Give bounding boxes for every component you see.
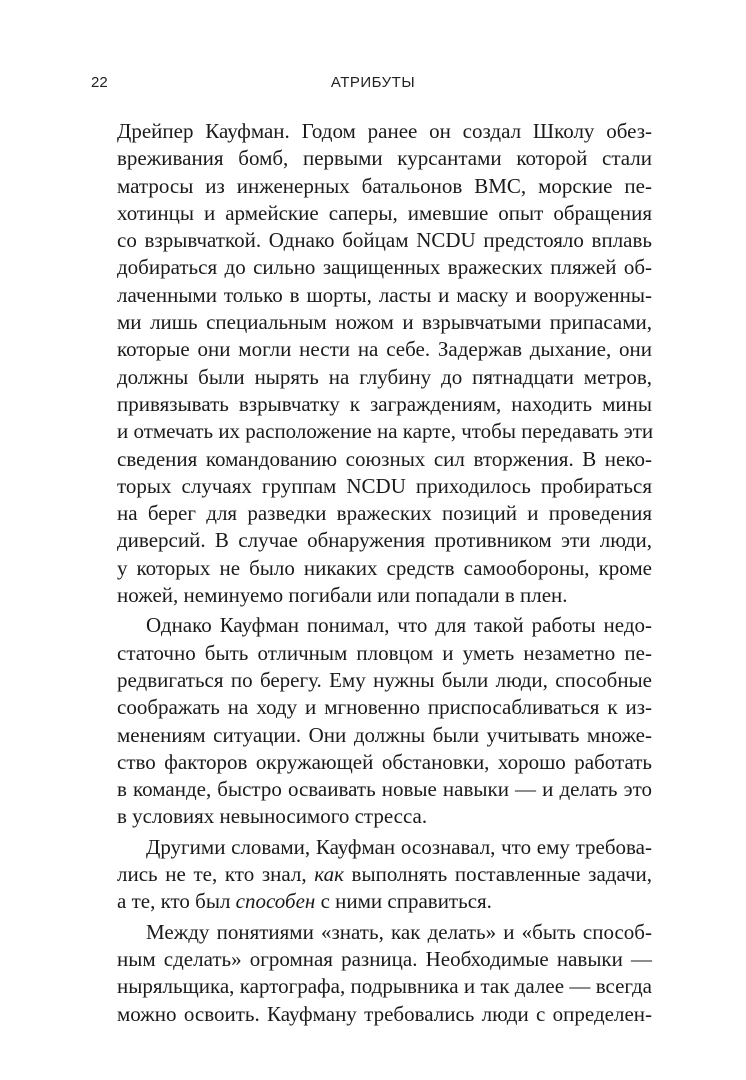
text-line: привязывать взрывчатку к заграждениям, находить мины (117, 391, 652, 416)
text-line: статочно быть отличным пловцом и уметь незаметно пе- (117, 640, 652, 665)
text-line: сведения командованию союзных сил вторжения. В неко- (117, 446, 652, 471)
body-text (117, 118, 652, 1028)
text-line: добираться до сильно защищенных вражеских пляжей об- (117, 255, 652, 280)
text-line: на берег для разведки вражеских позиций и проведения (117, 501, 652, 526)
text-line: лаченными только в шорты, ласты и маску и вооруженны- (117, 282, 652, 307)
paragraph-first-line: Однако Кауфман понимал, что для такой работы недо- (146, 613, 652, 638)
text-line: соображать на ходу и мгновенно приспосабливаться к из- (117, 695, 652, 720)
text-line: хотинцы и армейские саперы, имевшие опыт обращения (117, 200, 652, 225)
text-line: вреживания бомб, первыми курсантами которой стали (117, 146, 652, 171)
text-line: со взрывчаткой. Однако бойцам NCDU предстояло вплавь (117, 228, 652, 253)
text-line: торых случаях группам NCDU приходилось пробираться (117, 473, 652, 498)
text-line: ножей, неминуемо погибали или попадали в плен. (117, 583, 568, 608)
paragraph-first-line: Другими словами, Кауфман осознавал, что ему требова- (146, 834, 652, 859)
page-number: 22 (91, 74, 108, 91)
text-line: редвигаться по берегу. Ему нужны были люди, способные (117, 667, 652, 692)
text-line: менениям ситуации. Они должны были учитывать множе- (117, 722, 652, 747)
text-line: Дрейпер Кауфман. Годом ранее он создал Школу обез- (117, 119, 652, 143)
text-line: можно освоить. Кауфману требовались люди с определен- (117, 1001, 652, 1026)
running-title: АТРИБУТЫ (330, 74, 416, 91)
text-line: которые они могли нести на себе. Задержав дыхание, они (117, 337, 652, 362)
text-line: и отмечать их расположение на карте, чтобы передавать эти (117, 419, 654, 444)
text-line: должны были нырять на глубину до пятнадцати метров, (117, 364, 652, 389)
text-line: матросы из инженерных батальонов ВМС, морские пе- (117, 173, 652, 198)
text-line: ным сделать» огромная разница. Необходимые навыки — (117, 946, 652, 971)
text-line: в команде, быстро осваивать новые навыки — и делать это (117, 777, 652, 802)
text-line: в условиях невыносимого стресса. (117, 804, 428, 829)
text-line: а те, кто был способен с ними справиться. (117, 889, 492, 914)
text-line: диверсий. В случае обнаружения противником эти люди, (117, 528, 652, 553)
emphasis: как (314, 862, 344, 887)
paragraph-first-line: Между понятиями «знать, как делать» и «быть способ- (146, 919, 652, 944)
text-line: у которых не было никаких средств самообороны, кроме (117, 555, 652, 580)
text-line: ныряльщика, картографа, подрывника и так далее — всегда (117, 974, 652, 999)
emphasis: способен (235, 889, 316, 914)
text-line: ми лишь специальным ножом и взрывчатыми припасами, (117, 310, 652, 335)
text-line: ство факторов окружающей обстановки, хорошо работать (117, 749, 652, 774)
text-line: лись не те, кто знал, как выполнять поставленные задачи, (117, 862, 652, 887)
